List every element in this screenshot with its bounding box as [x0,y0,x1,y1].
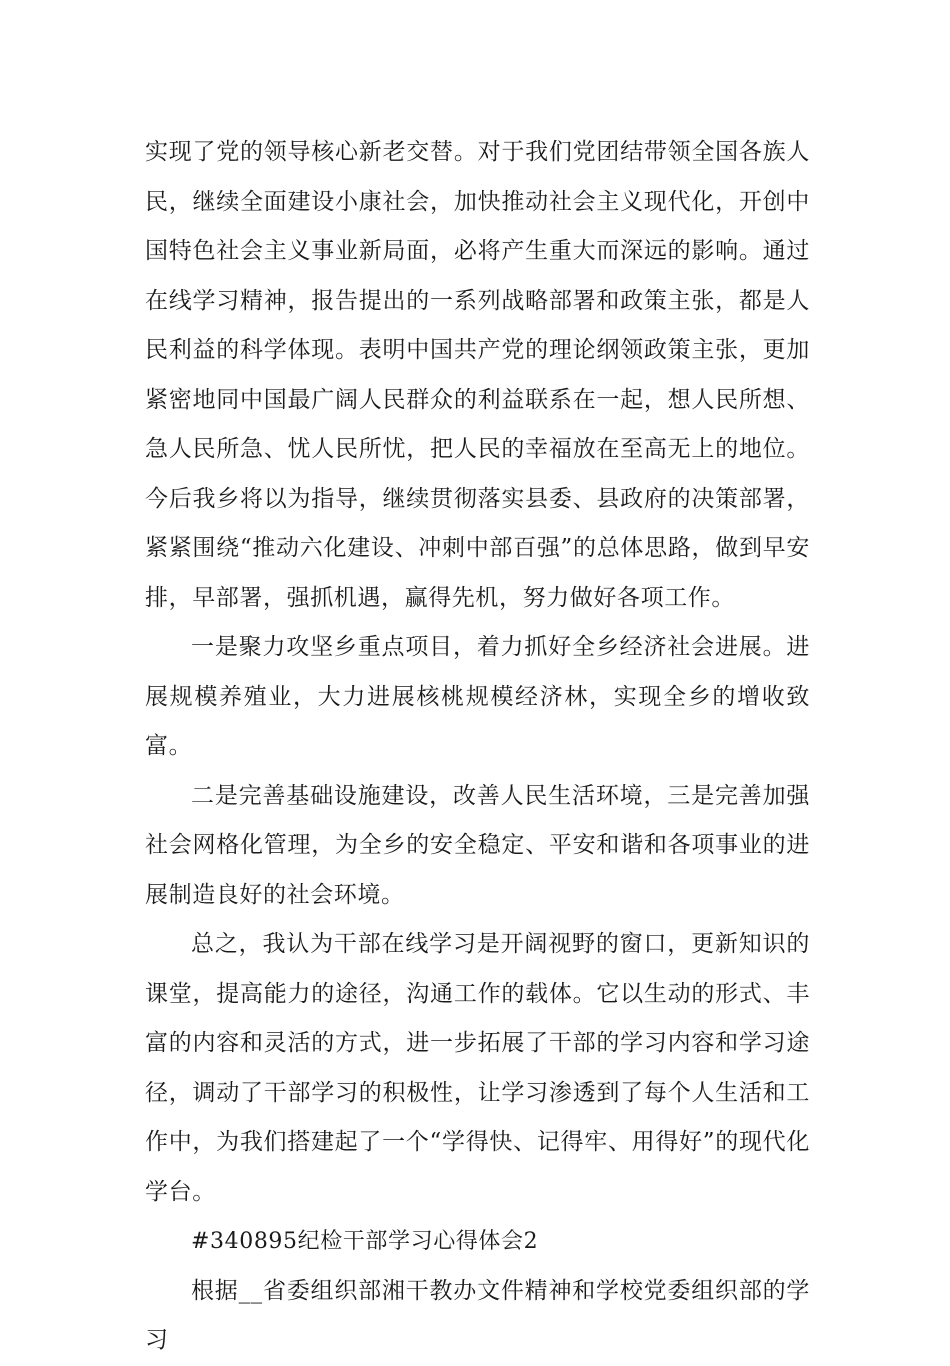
paragraph-1: 实现了党的领导核心新老交替。对于我们党团结带领全国各族人民，继续全面建设小康社会，加快推动社会主义现代化，开创中国特色社会主义事业新局面，必将产生重大而深远的影响。通过在线学习精神，报告提出的一系列战略部署和政策主张，都是人民利益的科学体现。表明中国共产党的理论纲领政策主张，更加紧密地同中国最广阔人民群众的利益联系在一起，想人民所想、急人民所急、忧人民所忧，把人民的幸福放在至高无上的地位。今后我乡将以为指导，继续贯彻落实县委、县政府的决策部署，紧紧围绕“推动六化建设、冲刺中部百强”的总体思路，做到早安排，早部署，强抓机遇，赢得先机，努力做好各项工作。 [145,139,810,611]
paragraph-3: 二是完善基础设施建设，改善人民生活环境，三是完善加强社会网格化管理，为全乡的安全稳定、平安和谐和各项事业的进展制造良好的社会环境。 [145,782,810,908]
paragraph-4: 总之，我认为干部在线学习是开阔视野的窗口，更新知识的课堂，提高能力的途径，沟通工作的载体。它以生动的形式、丰富的内容和灵活的方式，进一步拓展了干部的学习内容和学习途径，调动了干部学习的积极性，让学习渗透到了每个人生活和工作中，为我们搭建起了一个“学得快、记得牢、用得好”的现代化学台。 [145,931,810,1205]
paragraph-2: 一是聚力攻坚乡重点项目，着力抓好全乡经济社会进展。进展规模养殖业，大力进展核桃规模经济林，实现全乡的增收致富。 [145,634,810,759]
document-body [145,128,810,1366]
section-heading: #340895纪检干部学习心得体会2 [191,1229,539,1254]
paragraph-5: 根据__省委组织部湘干教办文件精神和学校党委组织部的学习 [145,1277,810,1353]
